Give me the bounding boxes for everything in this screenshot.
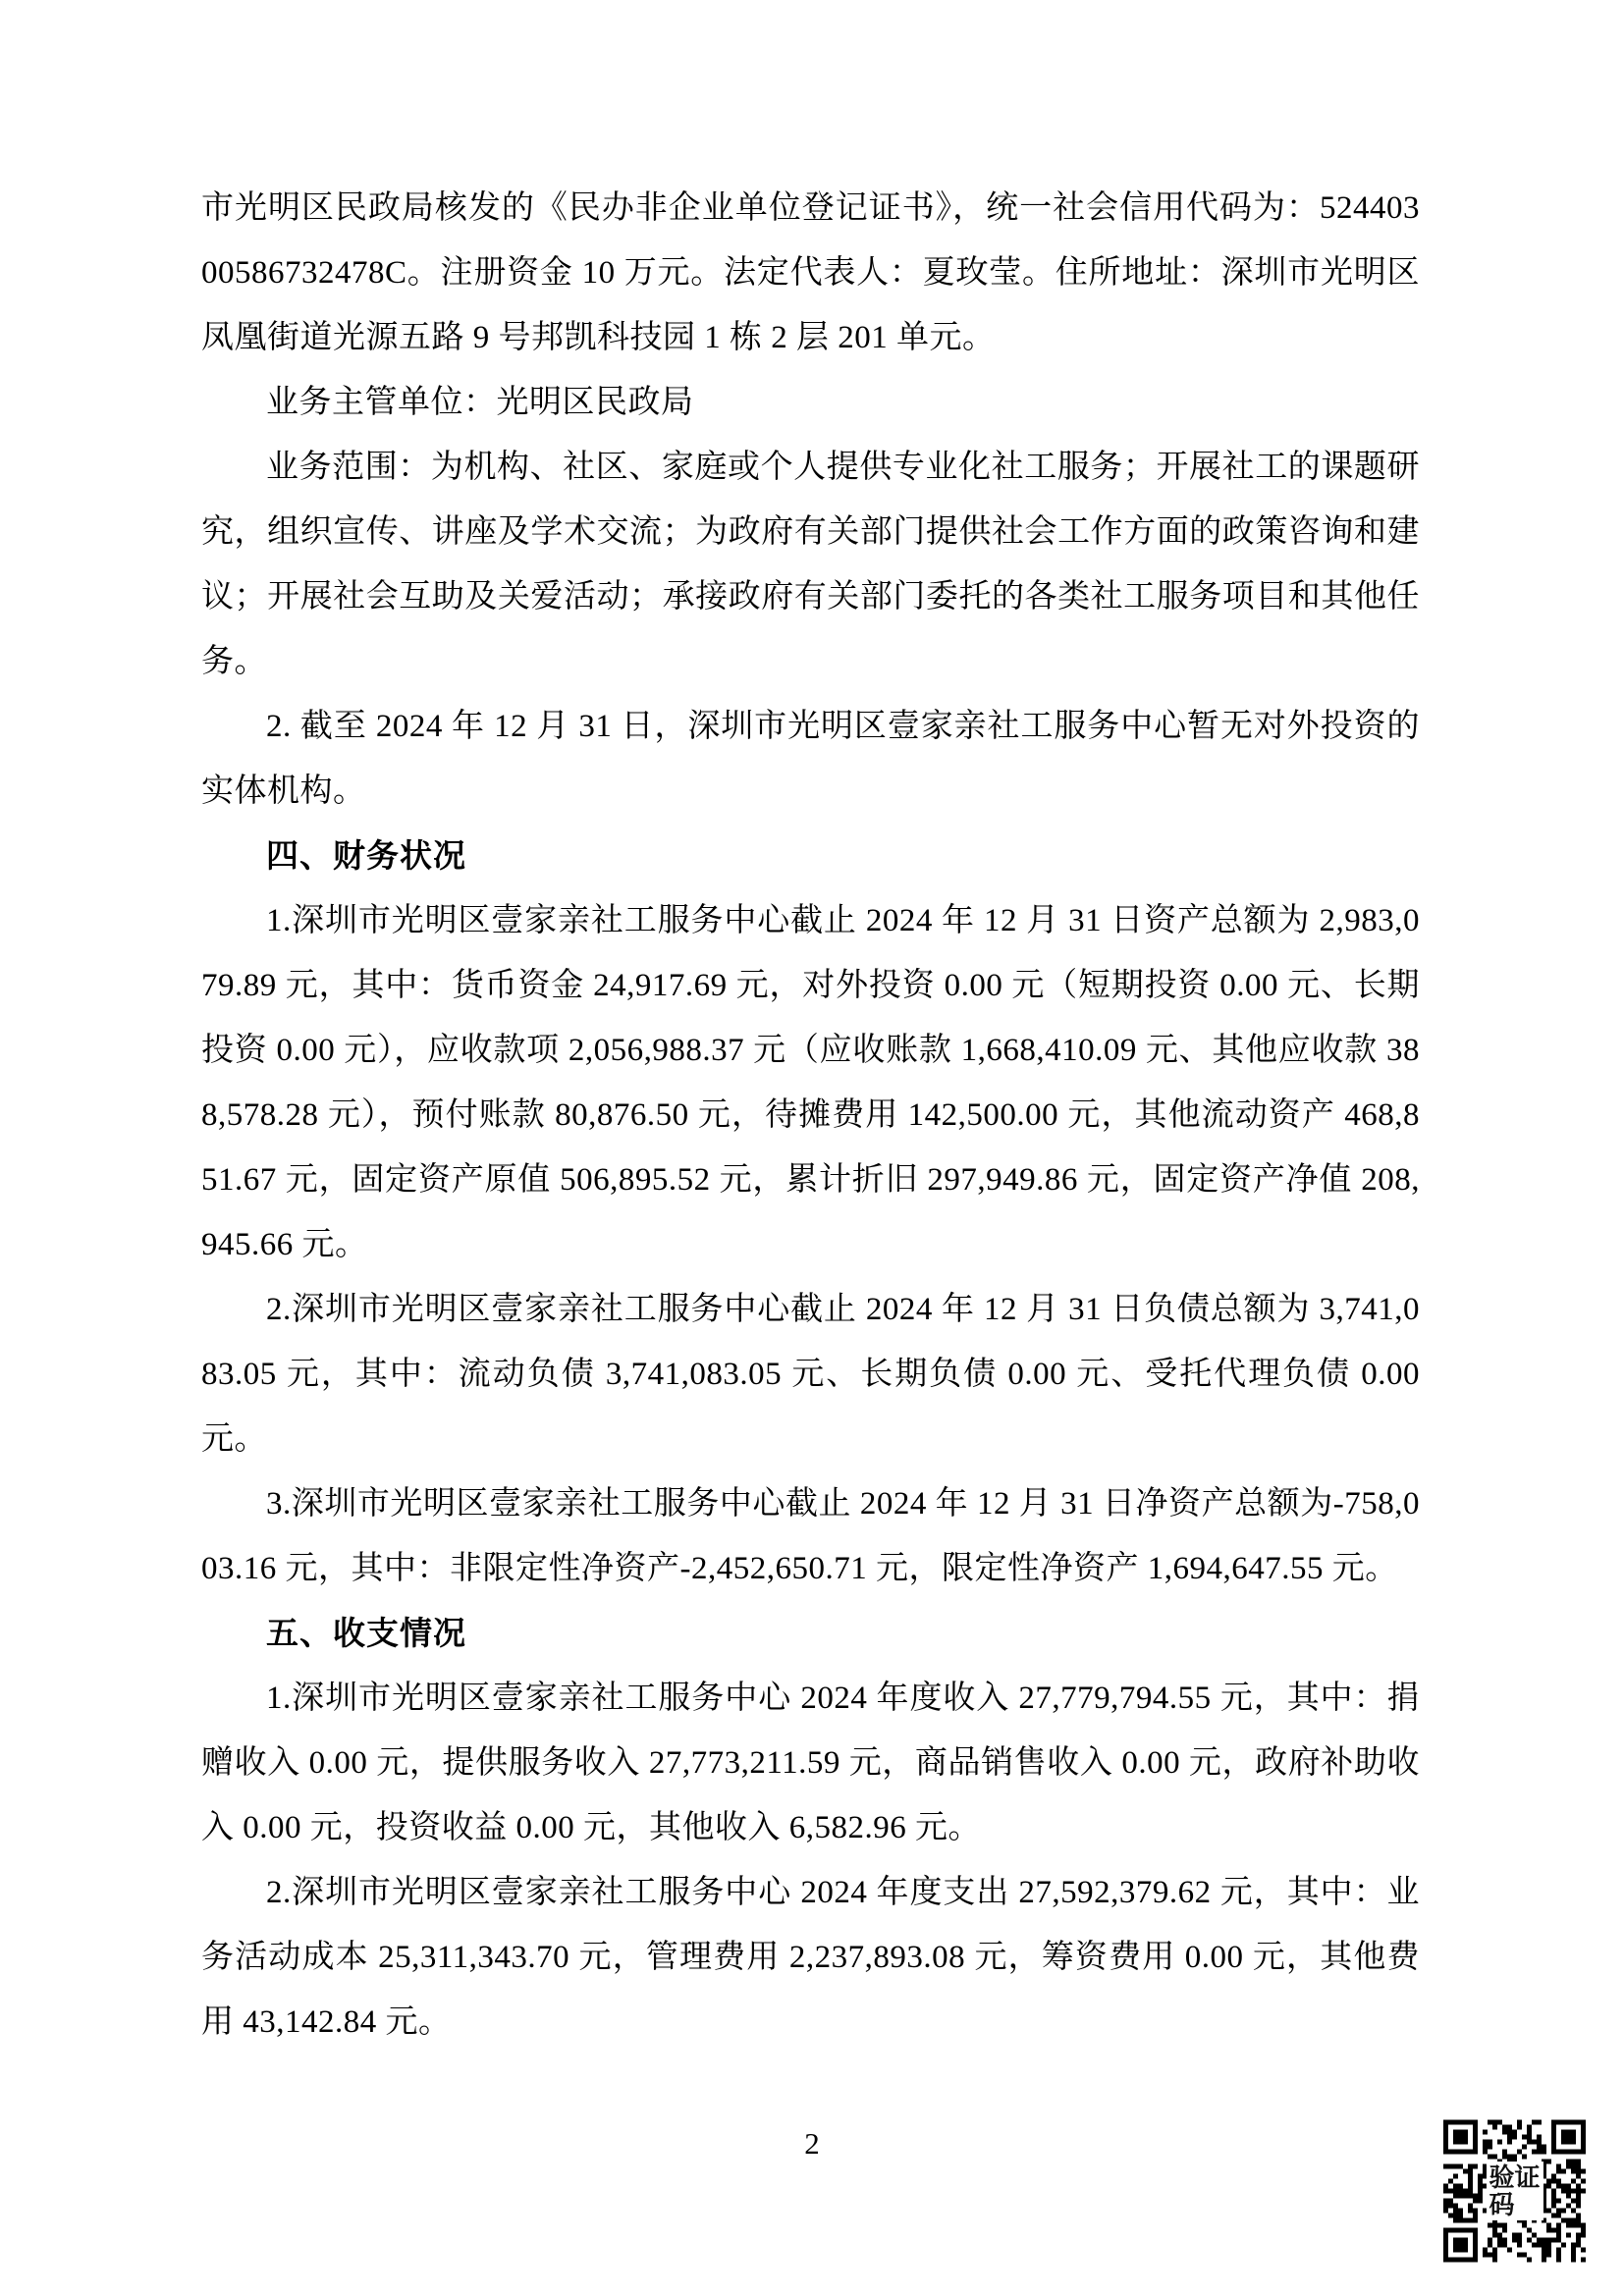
paragraph: 2.深圳市光明区壹家亲社工服务中心截止 2024 年 12 月 31 日负债总额为 3,741,083.05 元，其中：流动负债 3,741,083.05 元、长期负债 0.00 元、受托代理负债 0.00 元。 <box>201 1292 1421 1457</box>
paragraph: 2. 截至 2024 年 12 月 31 日，深圳市光明区壹家亲社工服务中心暂无对外投资的实体机构。 <box>201 709 1420 809</box>
paragraph: 3.深圳市光明区壹家亲社工服务中心截止 2024 年 12 月 31 日净资产总额为-758,003.16 元，其中：非限定性净资产-2,452,650.71 元，限定性净资产 1,694,647.55 元。 <box>201 1486 1420 1586</box>
paragraph: 业务范围：为机构、社区、家庭或个人提供专业化社工服务；开展社工的课题研究，组织宣传、讲座及学术交流；为政府有关部门提供社会工作方面的政策咨询和建议；开展社会互助及关爱活动；承接政府有关部门委托的各类社工服务项目和其他任务。 <box>201 450 1420 679</box>
page-footer <box>0 2126 1624 2162</box>
paragraph: 市光明区民政局核发的《民办非企业单位登记证书》，统一社会信用代码为：52440300586732478C。注册资金 10 万元。法定代表人：夏玫莹。住所地址：深圳市光明区凤凰街道光源五路 9 号邦凯科技园 1 栋 2 层 201 单元。 <box>201 190 1420 355</box>
paragraph: 2.深圳市光明区壹家亲社工服务中心 2024 年度支出 27,592,379.62 元，其中：业务活动成本 25,311,343.70 元，管理费用 2,237,893.08 元，筹资费用 0.00 元，其他费用 43,142.84 元。 <box>201 1875 1420 2040</box>
qr-label-line1: 验证 <box>1489 2163 1541 2192</box>
qr-code-verification-label <box>1486 2162 1543 2220</box>
verification-qr-code <box>1443 2117 1586 2265</box>
paragraph: 1.深圳市光明区壹家亲社工服务中心截止 2024 年 12 月 31 日资产总额为 2,983,079.89 元，其中：货币资金 24,917.69 元，对外投资 0.00 元（短期投资 0.00 元、长期投资 0.00 元），应收款项 2,056,988.37 元（应收账款 1,668,410.09 元、其他应收款 388,578.28 元），预付账款 80,876.50 元，待摊费用 142,500.00 元，其他流动资产 468,851.67 元，固定资产原值 506,895.52 元，累计折旧 297,949.86 元，固定资产净值 208,945.66 元。 <box>201 903 1421 1262</box>
page-number: 2 <box>804 2126 820 2161</box>
section-heading: 四、财务状况 <box>266 837 466 874</box>
document-body <box>201 176 1420 2055</box>
section-heading: 五、收支情况 <box>266 1615 466 1651</box>
qr-label-line2: 码 <box>1489 2190 1515 2219</box>
paragraph: 1.深圳市光明区壹家亲社工服务中心 2024 年度收入 27,779,794.55 元，其中：捐赠收入 0.00 元，提供服务收入 27,773,211.59 元，商品销售收入 0.00 元，政府补助收入 0.00 元，投资收益 0.00 元，其他收入 6,582.96 元。 <box>201 1681 1420 1845</box>
paragraph: 业务主管单位：光明区民政局 <box>266 385 694 420</box>
